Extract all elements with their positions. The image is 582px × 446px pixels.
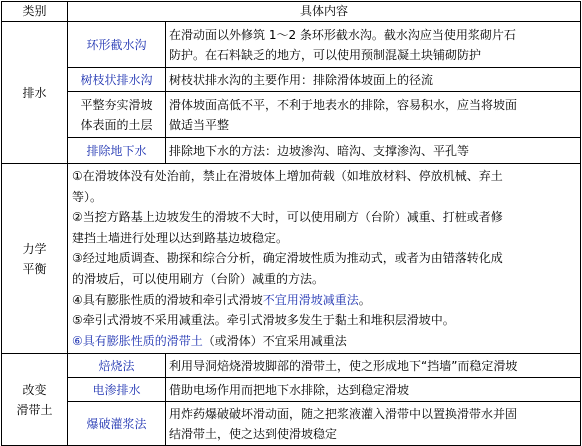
category-drainage: 排水 <box>2 22 68 164</box>
list-item: 等）。 <box>72 189 103 204</box>
method-description: 利用导洞焙烧滑坡脚部的滑带土，使之形成地下“挡墙”而稳定滑坡 <box>166 354 581 378</box>
method-description: 用炸药爆破破坏滑动面，随之把浆液灌入滑带中以置换滑带水并固 结滑带土，使之达到使滑坡稳定 <box>166 402 581 446</box>
header-category: 类别 <box>2 2 68 22</box>
list-item: ②当挖方路基上边坡发生的滑坡不大时，可以使用刷方（台阶）减重、打桩或者修 <box>72 210 503 225</box>
table-row <box>2 402 581 446</box>
header-row <box>2 2 581 22</box>
table-row <box>2 378 581 402</box>
list-item: ①在滑坡体没有处治前，禁止在滑坡体上增加荷载（如堆放材料、停放机械、弃土 <box>72 169 503 183</box>
list-item: ④具有膨胀性质的滑坡和牵引式滑坡不宜用滑坡减重法。 <box>72 292 371 307</box>
table-row <box>2 164 581 354</box>
table-row <box>2 92 581 138</box>
method-electro-osmosis: 电渗排水 <box>68 378 166 402</box>
method-branch-drain: 树枝状排水沟 <box>68 68 166 92</box>
method-roasting: 焙烧法 <box>68 354 166 378</box>
category-mechanical-balance: 力学 平衡 <box>2 164 68 354</box>
list-item: ③经过地质调查、勘探和综合分析，确定滑坡性质为推动式，或者为由错落转化成 <box>72 251 503 266</box>
method-blast-grouting: 爆破灌浆法 <box>68 402 166 446</box>
table-row <box>2 354 581 378</box>
table-row <box>2 22 581 68</box>
list-item: 建挡土墙进行处理以达到路基边坡稳定。 <box>72 230 289 245</box>
header-content: 具体内容 <box>68 2 581 22</box>
method-description: 借助电场作用而把地下水排除，达到稳定滑坡 <box>166 378 581 402</box>
method-ring-intercept-ditch: 环形截水沟 <box>68 22 166 68</box>
category-change-slip-soil: 改变 滑带土 <box>2 354 68 446</box>
method-groundwater-drainage: 排除地下水 <box>68 138 166 164</box>
table-row <box>2 138 581 164</box>
list-item: ⑤牵引式滑坡不采用减重法。牵引式滑坡多发生于黏土和堆积层滑坡中。 <box>72 313 455 328</box>
method-description: 在滑动面以外修筑 1～2 条环形截水沟。截水沟应当使用浆砌片石 防护。在石料缺乏的地方，可以使用预制混凝土块铺砌防护 <box>166 22 581 68</box>
method-description: 排除地下水的方法：边坡渗沟、暗沟、支撑渗沟、平孔等 <box>166 138 581 164</box>
method-level-compact-surface: 平整夯实滑坡 体表面的土层 <box>68 92 166 138</box>
mechanical-balance-list <box>68 164 581 354</box>
landslide-treatment-table <box>1 1 581 446</box>
table-row <box>2 68 581 92</box>
method-description: 树枝状排水沟的主要作用：排除滑体坡面上的径流 <box>166 68 581 92</box>
method-description: 滑体坡面高低不平，不利于地表水的排除，容易积水，应当将坡面 做适当平整 <box>166 92 581 138</box>
list-item: 的滑坡后，可以使用刷方（台阶）减重的方法。 <box>72 271 325 286</box>
list-item: ⑥具有膨胀性质的滑带土（或滑体）不宜采用减重法 <box>72 333 347 348</box>
